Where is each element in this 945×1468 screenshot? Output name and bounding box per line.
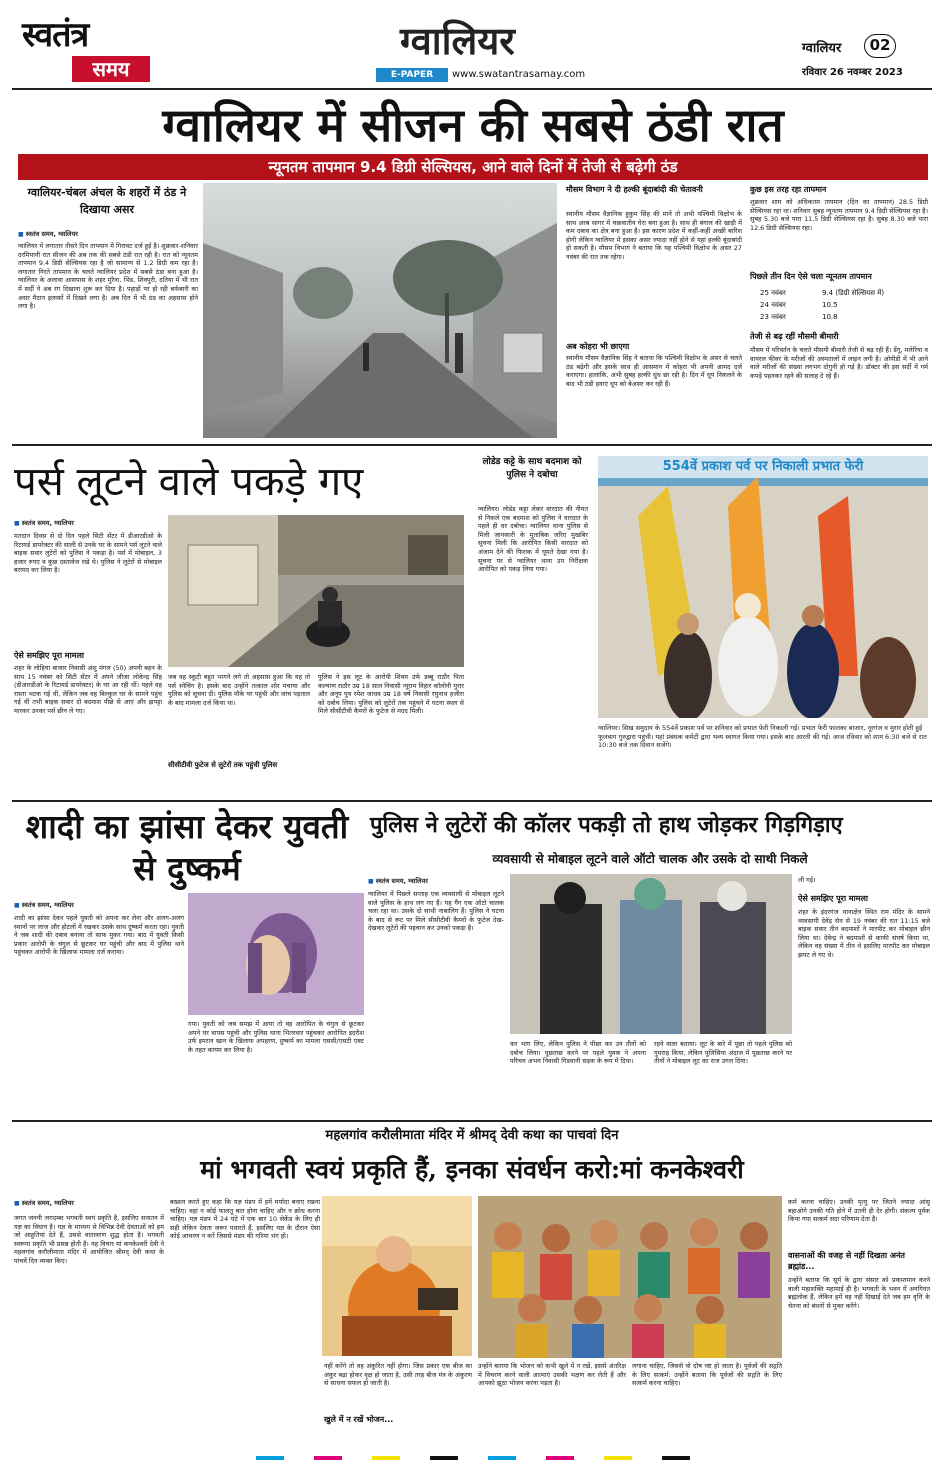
lead-fog-body: स्थानीय मौसम वैज्ञानिक सिंह ने बताया कि पश्चिमी विक्षोभ के असर से चलते ठंड बढ़ेगी और इसके साथ ही आसमान में कोहरा भी अपनी आमद दर्ज कराएगा। हालांकि, अभी सुबह हल्की धुंध छा रही है। दिन में धूप निकलने के बाद भी ठंडी हवाएं धूप को बेअसर कर रही हैं। (566, 354, 742, 388)
color-mark (256, 1456, 284, 1460)
color-mark (662, 1456, 690, 1460)
lead-disease-body: मौसम में परिवर्तन के चलते मौसमी बीमारी तेजी से बढ़ रही हैं। डेंगू, मलेरिया व वायरल फीवर के मरीजों की अस्पतालों में लाइन लगी है। ओपीडी में भी आने वाले मरीजों की संख्या लगभग दोगुनी हो गई है। डॉक्टर की इस सर्दी में गर्म कपड़े पहनकर रहने की सलाह दे रहे हैं। (750, 346, 928, 380)
temp-date: 24 नवंबर (760, 301, 786, 309)
temp-row (760, 311, 925, 323)
prabhat-caption: ग्वालियर। सिख समुदाय के 554वें प्रकाश पर्व पर शनिवार को प्रभात फेरी निकाली गई। प्रभात फेरी फालका बाजार, नूरगंज व मुरार होती हुई फूलबाग गुरुद्वारा पहुंची। यहां प्रबंधक कमेटी द्वारा भव्य स्वागत किया गया। इसके बाद आरती की गई। आज रविवार को शाम 6:30 बजे से रात 10:30 बजे तक दिवान सजेंगे। (598, 724, 927, 750)
katha-subhead-mid: खुले में न रखें भोजन... (324, 1415, 394, 1424)
print-color-strip (0, 1456, 945, 1464)
marriage-byline: ■ स्वतंत्र समय, ग्वालियर (14, 900, 74, 909)
prabhat-banner (598, 456, 928, 718)
lead-right-head: कुछ इस तरह रहा तापमान (750, 185, 827, 194)
marriage-body: शादी का झांसा देकर पहले युवती को अपना कर लेना और अलग-अलग स्थानों पर लाज और होटलों में रखकर उसके साथ दुष्कर्म करता रहा। युवती ने जब शादी की दबाव बनाया तो साफ मुकर गया। बाद में युवती किसी प्रकार आरोपी के चंगुल से छूटकर घर पहुंची और बाद में पुलिस थाने पहुंचकर आरोपी के खिलाफ मामला दर्ज कराया। (14, 914, 184, 957)
issue-date: रविवार 26 नवम्बर 2023 (802, 67, 903, 78)
collar-body: ग्वालियर में पिछले सप्ताह एक व्यवसायी से मोबाइल लूटने वाले पुलिस के हाथ लग गए हैं। यह गैंग एक ऑटो चालक चला रहा था। उसके दो साथी नाबालिग हैं। पुलिस ने घटना के बाद से रूट पर मिले सीसीटीवी कैमरों के फुटेज देख-देखकर लुटेरों की पहचान कर उनको पकड़ा है। (368, 890, 504, 933)
purse-headline: पर्स लूटने वाले पकड़े गए (14, 459, 364, 505)
divider-2 (12, 800, 932, 802)
katha-photo-text: नहीं करेंगे तो वह अंकुरित नहीं होगा। जिस प्रकार एक बीज का अंकुर बढ़ा होकर वृक्ष हो जाता है, उसी तरह बीज मंत्र के अंकुरण से साधना सफल हो जाती है। (324, 1362, 472, 1388)
purse-body: मतदान दिवस से दो दिन पहले सिटी सेंटर में डीआरडीओ के रिटायर्ड डायरेक्टर की साली से उनके घर के सामने पर्स लूटने वाले बाइक सवार लुटेरों को पुलिस ने पकड़ा है। पर्स में मोबाइल, 3 हजार रुपए व कुछ दस्तावेज रखे थे। पुलिस ने लुटेरों से मोबाइल बरामद कर लिया है। (14, 532, 162, 575)
purse-mid-text: जब वह स्कूटी बहुत भागने लगे तो अहसास हुआ कि यह तो पर्स स्नेचिंग है। इसके बाद उन्होंने तत्काल शोर मचाया और पुलिस को सूचना दी। पुलिस मौके पर पहुंची और जांच पड़ताल के बाद मामला दर्ज किया था। (168, 673, 310, 707)
purse-right-text: पुलिस ने इस लूट के आरोपी शिवम उर्फ डब्बू राठौर पिता कल्याण राठौर उम्र 18 साल निवासी न्यूराम विहार कॉलोनी मुरार और अनूप पुत्र रमेश जाधव उम्र 18 वर्ष निवासी रघुनाथ हजीरा को दबोच लिया। पुलिस को लुटेरों तक पहुंचने में घटना स्थल से मिले सीसीटीवी कैमरों के फुटेज से मदद मिली। (318, 673, 464, 716)
marriage-headline: शादी का झांसा देकर युवती से दुष्कर्म (25, 807, 349, 888)
katha-right-head: वासनाओं की वजह से नहीं दिखता अनंत ब्रह्मांड... (788, 1251, 905, 1271)
lead-mid-head: मौसम विभाग ने दी हल्की बूंदाबांदी की चेतावनी (566, 185, 703, 194)
katha-photo-speaker (322, 1196, 472, 1356)
collar-col-top: ली गई। (798, 876, 816, 884)
collar-strap: व्यवसायी से मोबाइल लूटने वाले ऑटो चालक और उसके दो साथी निकले (492, 852, 808, 866)
temp-value: 10.5 (822, 301, 838, 309)
color-mark (488, 1456, 516, 1460)
lead-table-head: पिछले तीन दिन ऐसे चला न्यूनतम तापमान (750, 272, 872, 281)
purse-body2: शहर के लोहिया बाजार निवासी अंशु मंगल (50) अपनी बहन के साथ 15 नवंबर को सिटी सेंटर में अपने जीजा लोकेन्द्र सिंह (डीआरडीओ के रिटायर्ड डायरेक्टर) के घर आ रही थीं। पहले वह रास्ता भटक गई थीं, लेकिन जब वह बिल्कुल घर के सामने पहुंच गई थीं तभी बाइक सवार दो बदमाश पीछे से आए और झपट्टा मारकर उनका पर्स छीन ले गए। (14, 664, 162, 715)
color-mark (604, 1456, 632, 1460)
temperature-table (760, 287, 925, 323)
color-mark (314, 1456, 342, 1460)
lead-right-body: शुक्रवार शाम को अधिकतम तापमान (दिन का तापमान) 28.5 डिग्री सेल्सियस रहा था। शनिवार सुबह न्यूनतम तापमान 9.4 डिग्री सेल्सियस रहा है। सुबह 5.30 बजे पारा 11.5 डिग्री सेल्सियस रहा है। सुबह 8.30 बजे पारा 12.6 डिग्री सेल्सियस रहा। (750, 198, 928, 232)
color-mark (372, 1456, 400, 1460)
purse-cctv-photo (168, 515, 464, 667)
prabhat-headline: 554वें प्रकाश पर्व पर निकाली प्रभात फेरी (598, 456, 928, 478)
collar-below-photo2: रहने वाला बताया। लूट के बारे में पूछा तो पहले पुलिस को गुमराह किया, लेकिन पुलिसिया अंदाज में पूछताछ करने पर तीनों ने मोबाइल लूट का राज उगल दिया। (654, 1040, 792, 1066)
site-url[interactable]: www.swatantrasamay.com (452, 69, 586, 80)
katha-photo-audience (478, 1196, 782, 1358)
collar-subhead: ऐसे समझिए पूरा मामला (798, 894, 868, 903)
color-mark (430, 1456, 458, 1460)
lead-disease-head: तेजी से बढ़ रहीं मौसमी बीमारी (750, 332, 839, 341)
katha-banner: महलगांव करौलीमाता मंदिर में श्रीमद् देवी कथा का पाचवां दिन (325, 1128, 619, 1143)
purse-cctv-caption: सीसीटीवी फुटेज से लुटेरों तक पहुंची पुलिस (168, 761, 278, 769)
lead-fog-head: अब कोहरा भी छाएगा (566, 342, 630, 351)
temp-value: 9.4 (डिग्री सेल्सियस में) (822, 289, 885, 297)
katha-byline: ■ स्वतंत्र समय, ग्वालियर (14, 1198, 74, 1207)
loader-body: ग्वालियर। लोडेड कट्टा लेकर वारदात की नीयत से निकले एक बदमाश को पुलिस ने वारदात के पहले ही धर दबोचा। ग्वालियर थाना पुलिस से मिली जानकारी के मुताबिक जरिए मुखबिर सूचना मिली कि आरोपित किसी वारदात को अंजाम देने की फिराक में घूमते देखा गया है। सूचना पर से ग्वालियर थाना उप निरीक्षक आरोपित को पकड़ लिया गया। (478, 505, 588, 574)
collar-headline: पुलिस ने लुटेरों की कॉलर पकड़ी तो हाथ जोड़कर गिड़गिड़ाए (370, 813, 843, 838)
collar-byline: ■ स्वतंत्र समय, ग्वालियर (368, 876, 428, 885)
lead-body: ग्वालियर में लगातार तीसरे दिन तापमान में गिरावट दर्ज हुई है। शुक्रवार-शनिवार दरमियानी रात सीजन की अब तक की सबसे ठंडी रात रही है। रात को न्यूनतम तापमान 9.4 डिग्री सेल्सियस रहा है जो सामान्य से 1.2 डिग्री कम रहा है। लगातार गिरते तापमान के चलते ग्वालियर प्रदेश में सबसे ठंडा बना हुआ है। ग्वालियर के अलावा आसपास के शहर मुरैना, भिंड, शिवपुरी, दतिया में भी रात में सर्दी ने अब रंग दिखाना शुरू कर दिया है। पहाड़ों पर हो रही बर्फबारी का असर मैदान इलाकों में दिखने लगा है। अब दिन में भी ठंड का अहसास होने लगा है। (18, 242, 198, 311)
collar-below-photo: कर भाग लिए, लेकिन पुलिस ने पीछा कर उन तीनों को दबोच लिया। पूछताछ करने पर पहले युवक ने अपना परिचय अभय निवासी गिडवानी सड़क के रूप में दिया। (510, 1040, 646, 1066)
purse-byline: ■ स्वतंत्र समय, ग्वालियर (14, 518, 74, 527)
temp-date: 23 नवंबर (760, 313, 786, 321)
lead-byline: ■ स्वतंत्र समय, ग्वालियर (18, 229, 78, 238)
collar-photo-accused (510, 874, 792, 1034)
edition-label: ग्वालियर (802, 41, 842, 56)
brand-logo-top: स्वतंत्र (22, 15, 89, 55)
lead-strap: न्यूनतम तापमान 9.4 डिग्री सेल्सियस, आने वाले दिनों में तेजी से बढ़ेगी ठंड (18, 154, 928, 180)
page-number: 02 (864, 34, 896, 58)
masthead-rule (12, 88, 932, 90)
masthead (0, 0, 945, 92)
katha-right-top: कर्म करना चाहिए। उनकी मृत्यु पर जितने ज्यादा आंसू बहाओगे उनकी गति होने में उतनी ही देर होगी। संकल्प पूर्वक किया गया सत्कर्म सदा परिणाम देता है। (788, 1198, 930, 1224)
temp-date: 25 नवंबर (760, 289, 786, 297)
brand-logo-bottom: समय (72, 56, 150, 82)
temp-row (760, 287, 925, 299)
katha-headline: मां भगवती स्वयं प्रकृति हैं, इनका संवर्धन करो:मां कनकेश्वरी (200, 1155, 744, 1184)
marriage-photo (188, 893, 364, 1015)
city-title: ग्वालियर (400, 18, 515, 63)
marriage-caption: गया। युवती को जब समझ में आया तो वह आरोपित के चंगुल से छूटकर अपने घर वापस पहुंची और पुलिस थाना भितरवार पहुंचकर आरोपित इदरीश उर्फ इमरान खान के खिलाफ अपहरण, दुष्कर्म का मामला एससी/एसटी एक्ट के तहत कायम कर लिया है। (188, 1020, 364, 1054)
lead-side-head: ग्वालियर-चंबल अंचल के शहरों में ठंड ने दिखाया असर (27, 186, 187, 216)
purse-subhead: ऐसे समझिए पूरा मामला (14, 651, 84, 660)
epaper-badge: E-PAPER (376, 68, 448, 82)
divider-3 (12, 1120, 932, 1122)
katha-right-body: उन्होंने बताया कि सूर्य के द्वारा संसार को प्रकाशमान करने वाली महाशक्ति महामाई ही है। भगवती के भवन में अनगिनत ब्रह्मलोक हैं, लेकिन हमें वह नहीं दिखाई देते जब हम वृत्ति के चेतना को बंधनों से मुक्त करेंगे। (788, 1276, 930, 1310)
katha-body: जगत जननी जगदम्बा भगवती स्वयं प्रकृति है, इसलिए सनातन में यज्ञ का विधान है। यज्ञ के माध्यम से विभिन्न देवी देवताओं को हम जो आहुतियां देते हैं, उससे वातावरण शुद्ध होता है। भगवती स्वरूपा प्रकृति भी प्रसन्न होती है। यह विचार मां कनकेश्वरी देवी ने महलगांव करौलीमाता मंदिर में आयोजित श्रीमद् देवी कथा के पांचवें दिन व्यक्त किए। (14, 1214, 164, 1265)
lead-headline: ग्वालियर में सीजन की सबसे ठंडी रात (162, 98, 784, 152)
divider-1 (12, 444, 932, 446)
collar-right-body: शहर के इंदरगंज थानाक्षेत्र स्थित राम मंदिर के सामने व्यवसायी देवेंद्र सेन से 19 नवंबर की रात 11:15 बजे बाइक सवार तीन बदमाशों ने मारपीट कर मोबाइल छीन लिया था। देवेन्द्र ने बदमाशों से काफी संघर्ष किया था, लेकिन वह संख्या में तीन थे इसलिए मारपीट कर मोबाइल झपट ले गए थे। (798, 908, 930, 959)
katha-col2: बख्शन करते हुए कहा कि यज्ञ मंडप में हमें मर्यादा बनाए रखना चाहिए। वहां न कोई फालतू बात होना चाहिए और न क्रोध करना चाहिए। यज्ञ मंडप में 24 घंटे में एक बार 10 सेकेंड के लिए ही सही लेकिन देवता जरूर पधारते हैं, इसलिए यज्ञ के दौरान ऐसा कोई आचरण न करें जिससे मंडप की गरिमा भंग हो। (170, 1198, 320, 1241)
katha-photo2-text: उन्होंने बताया कि भोजन को कभी खुले में न रखें, इससे अंतरिक्ष में विचरण करने वाली आत्माएं उसकी भक्षण कर लेती हैं और आपको झूठा भोजन करना पड़ता है। (478, 1362, 626, 1388)
loader-headline: लोडेड कट्टे के साथ बदमाश को पुलिस ने दबोचा (482, 457, 582, 480)
temp-value: 10.8 (822, 313, 838, 321)
temp-row (760, 299, 925, 311)
color-mark (546, 1456, 574, 1460)
lead-mid-body: स्थानीय मौसम वैज्ञानिक हुकुम सिंह की मानें तो अभी पश्चिमी विक्षोभ के साथ अरब सागर में चक्रवातीय घेरा बना हुआ है। साथ ही बंगाल की खाड़ी में कम दबाव का क्षेत्र बना हुआ है। इस कारण प्रदेश में कहीं-कहीं अच्छी बारिश होगी लेकिन ग्वालियर में इसका असर ज्यादा नहीं होने से यहां हल्की बूंदाबांदी हो सकती है। मौसम विभाग ने बताया कि यह पश्चिमी विक्षोभ के असर 27 नवंबर की रात तक रहेगा। (566, 210, 742, 261)
katha-photo2-text2: लगाना चाहिए, जिससे वो दोष नष्ट हो जाता है। पूर्वजों की सद्गति के लिए सत्कर्म: उन्होंने बताया कि पूर्वजों की सद्गति के लिए सत्कर्म करना चाहिए। (632, 1362, 782, 1388)
lead-photo-fog-street (203, 183, 557, 438)
